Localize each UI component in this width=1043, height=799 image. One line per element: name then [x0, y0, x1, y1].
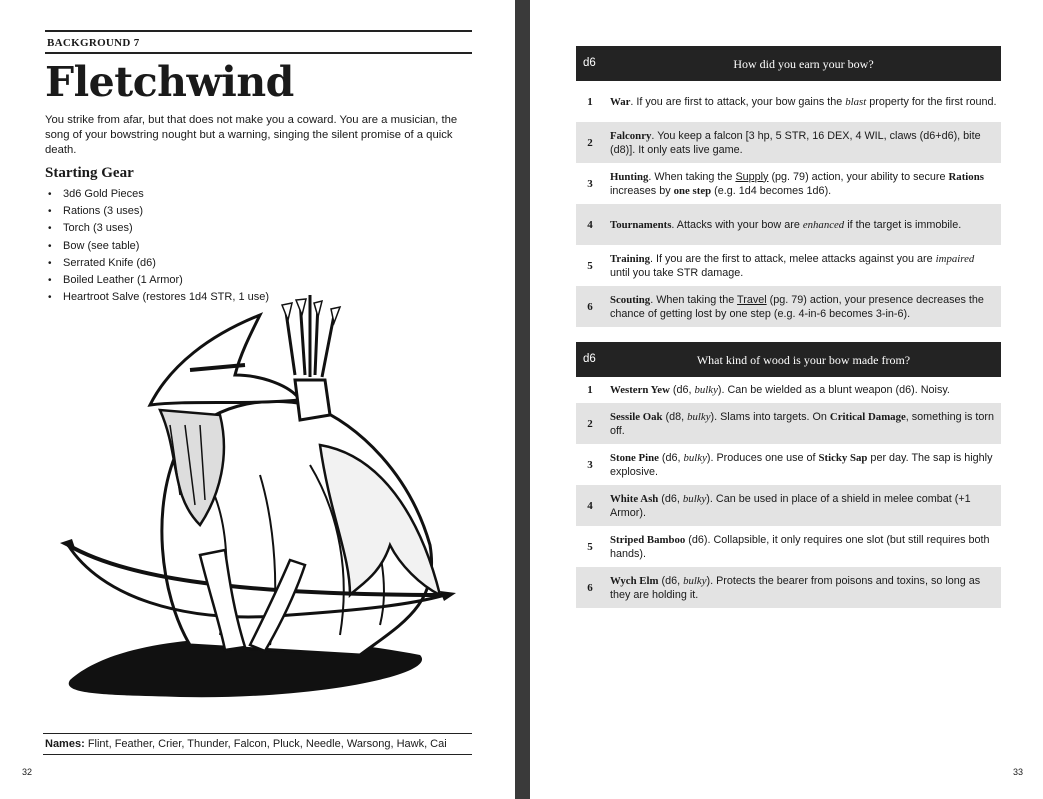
supply-link[interactable]: Supply — [735, 170, 769, 183]
fletchwind-illustration — [60, 295, 460, 705]
gear-item: • Rations (3 uses) — [48, 205, 144, 218]
die-label: d6 — [583, 353, 596, 365]
names-label: Names: — [45, 738, 85, 750]
starting-gear-heading: Starting Gear — [45, 165, 134, 181]
table-header — [576, 46, 1001, 81]
table-header — [576, 342, 1001, 377]
die-label: d6 — [583, 57, 596, 69]
table-row: 5 Striped Bamboo (d6). Collapsible, it only requires one slot (but still requires both hands). — [587, 533, 990, 560]
background-label-bar — [45, 30, 472, 54]
table-row: 3 Hunting. When taking the Supply (pg. 79) action, your ability to secure Rations increases by one step (e.g. 1d4 becomes 1d6). — [587, 170, 984, 197]
table-row: 4 White Ash (d6, bulky). Can be used in place of a shield in melee combat (+1 Armor). — [576, 485, 1001, 526]
page-number-left: 32 — [22, 767, 33, 777]
gear-item: • 3d6 Gold Pieces — [48, 188, 144, 200]
table-row: 2 Sessile Oak (d8, bulky). Slams into targets. On Critical Damage, something is torn off. — [576, 403, 1001, 444]
travel-link[interactable]: Travel — [737, 293, 767, 306]
book-spine — [515, 0, 530, 799]
table-question: What kind of wood is your bow made from? — [696, 353, 911, 367]
table-row: 4 Tournaments. Attacks with your bow are enhanced if the target is immobile. — [576, 204, 1001, 245]
left-page — [0, 0, 515, 799]
table-row: 1 War. If you are first to attack, your bow gains the blast property for the first round. — [587, 95, 997, 108]
page-title: Fletchwind — [45, 58, 294, 106]
table-row: 5 Training. If you are the first to attack, melee attacks against you are impaired until you take STR damage. — [587, 252, 975, 279]
gear-item: • Torch (3 uses) — [48, 222, 133, 235]
table-row: 6 Scouting. When taking the Travel (pg. 79) action, your presence decreases the chance of getting lost by one step (e.g. 4-in-6 becomes 3-in-6). — [576, 286, 1001, 327]
names-bar — [43, 733, 472, 755]
table-row: 6 Wych Elm (d6, bulky). Protects the bearer from poisons and toxins, so long as they are holding it. — [576, 567, 1001, 608]
gear-item: • Bow (see table) — [48, 239, 140, 252]
gear-item: • Serrated Knife (d6) — [48, 256, 156, 269]
page-number-right: 33 — [1013, 767, 1024, 777]
table-row: 3 Stone Pine (d6, bulky). Produces one use of Sticky Sap per day. The sap is highly explosive. — [587, 451, 993, 478]
gear-item: • Heartroot Salve (restores 1d4 STR, 1 use) — [48, 291, 270, 304]
table-row: 1 Western Yew (d6, bulky). Can be wielded as a blunt weapon (d6). Noisy. — [587, 384, 950, 396]
table-question: How did you earn your bow? — [733, 57, 874, 71]
bow-wood-table — [576, 342, 1001, 608]
intro-text: You strike from afar, but that does not make you a coward. You are a musician, the song of your bowstring nought but a warning, singing the silent promise of a quick death. — [45, 114, 458, 156]
gear-item: • Boiled Leather (1 Armor) — [48, 273, 183, 286]
bow-origin-table — [576, 46, 1001, 327]
names-list: Flint, Feather, Crier, Thunder, Falcon, Pluck, Needle, Warsong, Hawk, Cai — [87, 738, 447, 750]
background-label: BACKGROUND 7 — [47, 37, 140, 49]
table-row: 2 Falconry. You keep a falcon [3 hp, 5 STR, 16 DEX, 4 WIL, claws (d6+d6), bite (d8)]. It only eats live game. — [576, 122, 1001, 163]
starting-gear-list — [48, 186, 269, 306]
